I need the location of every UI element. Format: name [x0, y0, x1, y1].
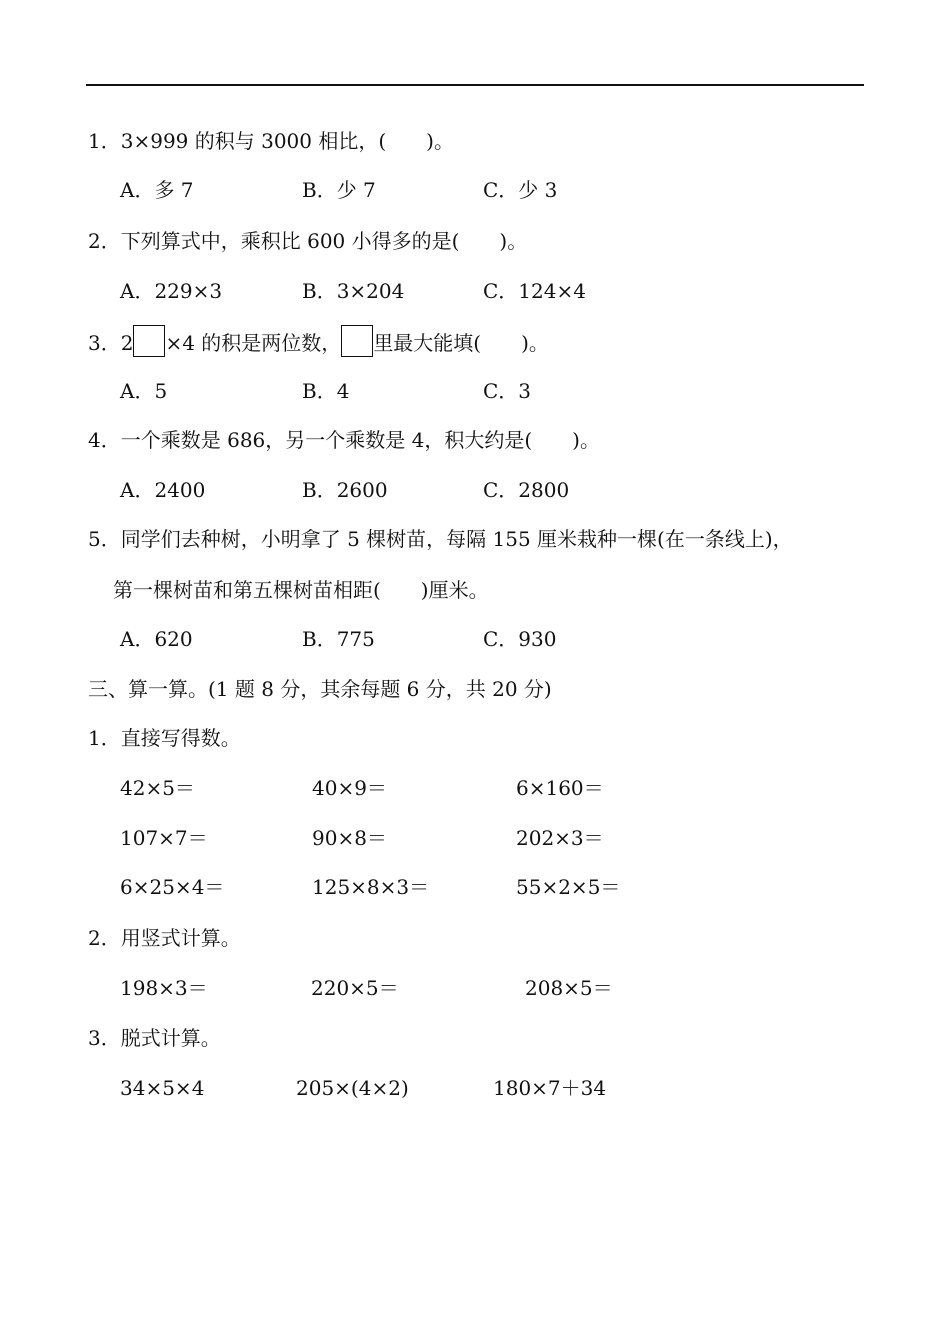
calc-item: 42×5＝ [120, 776, 195, 800]
calc-item: 180×7＋34 [493, 1076, 607, 1100]
calc-item: 55×2×5＝ [516, 875, 621, 899]
question-number: 5． [88, 527, 121, 551]
calc-item: 107×7＝ [120, 826, 208, 850]
header-rule [86, 84, 864, 86]
blank-box [341, 325, 373, 357]
calc-item: 208×5＝ [525, 976, 613, 1000]
option-b: B．2600 [302, 478, 388, 502]
option-a: A．多 7 [120, 178, 194, 202]
question-4 [88, 426, 600, 454]
option-a: A．5 [120, 379, 168, 403]
question-1 [88, 127, 454, 155]
question-number: 3． [88, 331, 121, 355]
question-number: 1． [88, 129, 121, 153]
question-number: 4． [88, 428, 121, 452]
question-text-middle: ×4 的积是两位数， [165, 331, 342, 355]
calc-item: 6×25×4＝ [120, 875, 225, 899]
question-3 [88, 325, 549, 357]
option-a: A．2400 [120, 478, 206, 502]
section-title: 三、算一算。(1 题 8 分，其余每题 6 分，共 20 分) [88, 677, 552, 701]
calc-item: 198×3＝ [120, 976, 208, 1000]
question-number: 2． [88, 229, 121, 253]
subquestion-3-title: 3．脱式计算。 [88, 1026, 221, 1050]
option-b: B．少 7 [302, 178, 376, 202]
calc-item: 125×8×3＝ [312, 875, 430, 899]
subquestion-1-title: 1．直接写得数。 [88, 726, 241, 750]
subquestion-2-title: 2．用竖式计算。 [88, 926, 241, 950]
question-text: 同学们去种树，小明拿了 5 棵树苗，每隔 155 厘米栽种一棵(在一条线上)， [120, 527, 793, 551]
calc-item: 202×3＝ [516, 826, 604, 850]
calc-item: 6×160＝ [516, 776, 604, 800]
option-c: C．2800 [483, 478, 570, 502]
option-a: A．229×3 [120, 279, 223, 303]
calc-item: 34×5×4 [120, 1076, 205, 1100]
option-c: C．124×4 [483, 279, 586, 303]
option-b: B．4 [302, 379, 350, 403]
question-text-end: 里最大能填( )。 [373, 331, 549, 355]
calc-item: 90×8＝ [312, 826, 387, 850]
option-b: B．775 [302, 627, 375, 651]
calc-item: 220×5＝ [311, 976, 399, 1000]
question-2 [88, 227, 527, 255]
option-c: C．3 [483, 379, 532, 403]
question-text: 一个乘数是 686，另一个乘数是 4，积大约是( )。 [120, 428, 600, 452]
calc-item: 205×(4×2) [296, 1076, 409, 1100]
option-c: C．少 3 [483, 178, 558, 202]
question-text: 3×999 的积与 3000 相比，( )。 [120, 129, 454, 153]
calc-item: 40×9＝ [312, 776, 387, 800]
blank-box [133, 325, 165, 357]
option-b: B．3×204 [302, 279, 405, 303]
question-5 [88, 525, 793, 553]
option-c: C．930 [483, 627, 557, 651]
question-text: 下列算式中，乘积比 600 小得多的是( )。 [120, 229, 528, 253]
question-5-continuation: 第一棵树苗和第五棵树苗相距( )厘米。 [113, 578, 489, 602]
question-text-start: 2 [120, 331, 134, 355]
option-a: A．620 [120, 627, 193, 651]
